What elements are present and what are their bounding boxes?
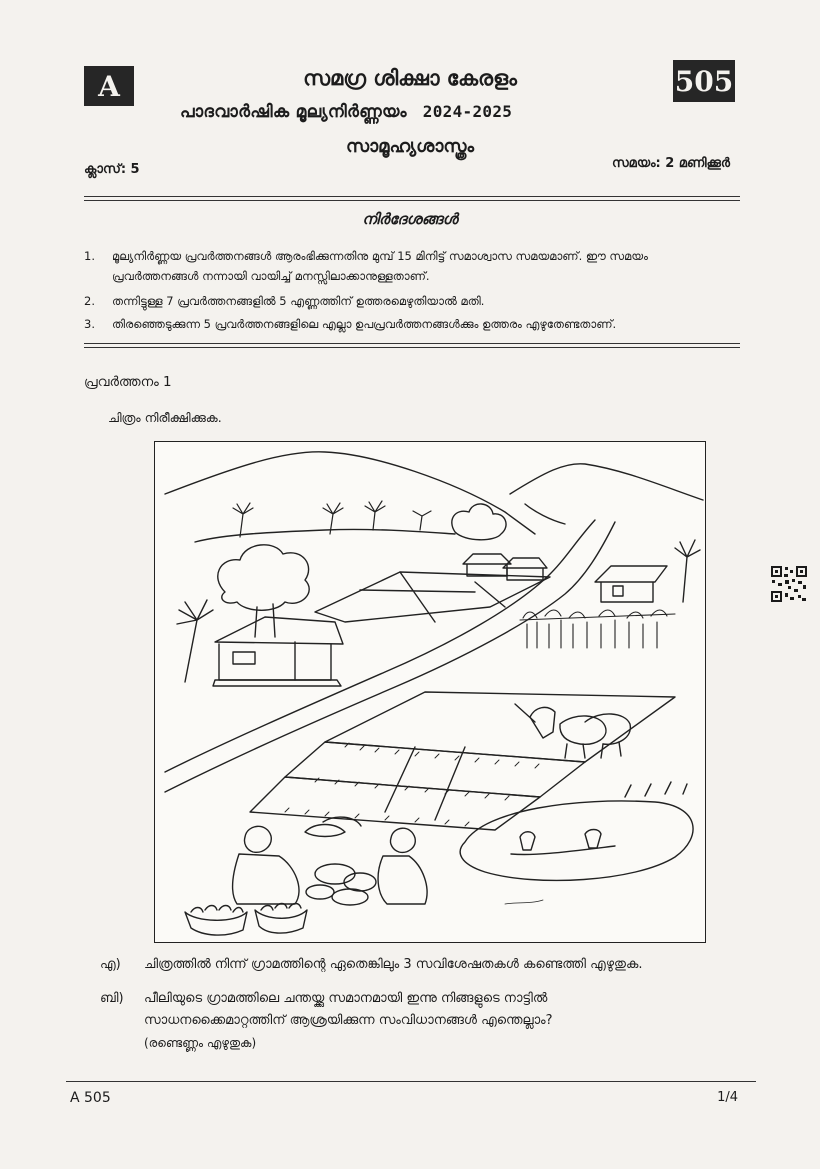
question-b xyxy=(100,988,553,1054)
paper-code-badge: 505 xyxy=(673,60,735,102)
header-divider-2 xyxy=(84,200,740,201)
basket-left xyxy=(185,912,247,935)
organization-title: സമഗ്ര ശിക്ഷാ കേരളം xyxy=(303,66,517,90)
instructions-divider xyxy=(84,343,740,344)
instruction-text: തിരഞ്ഞെടുക്കുന്ന 5 പ്രവർത്തനങ്ങളിലെ എല്ലാ ഉപപ്രവർത്തനങ്ങൾക്കും ഉത്തരം എഴുതേണ്ടതാണ്. xyxy=(112,317,617,331)
activity-title: പ്രവർത്തനം 1 xyxy=(84,374,172,390)
house-roof xyxy=(215,617,343,644)
trader-left-head xyxy=(244,826,271,852)
question-label: എ) xyxy=(100,957,121,972)
instructions-heading: നിർദേശങ്ങൾ xyxy=(362,210,458,228)
instructions-divider-2 xyxy=(84,347,740,348)
page-number: 1/4 xyxy=(717,1090,738,1105)
header-divider xyxy=(84,196,740,197)
exam-title xyxy=(180,102,512,122)
farmer-figure xyxy=(530,707,555,738)
upper-field xyxy=(325,692,675,762)
question-text: പീലിയുടെ ഗ്രാമത്തിലെ ചന്തയ്ക്കു സമാനമായി ഇന്നു നിങ്ങളുടെ നാട്ടിൽ xyxy=(144,991,548,1006)
question-note: (രണ്ടെണ്ണം എഴുതുക) xyxy=(144,1036,257,1050)
pond xyxy=(460,801,693,880)
question-text: ചിത്രത്തിൽ നിന്ന് ഗ്രാമത്തിന്റെ ഏതെങ്കിലും 3 സവിശേഷതകൾ കണ്ടെത്തി എഴുതുക. xyxy=(144,957,643,972)
footer-divider xyxy=(66,1081,756,1082)
exam-name: പാദവാർഷിക മൂല്യനിർണ്ണയം xyxy=(180,102,407,122)
time-label: സമയം: 2 മണിക്കൂർ xyxy=(611,156,730,171)
activity-prompt: ചിത്രം നിരീക്ഷിക്കുക. xyxy=(108,410,222,425)
instruction-item xyxy=(84,291,734,311)
instruction-number: 2. xyxy=(84,294,95,308)
instruction-number: 1. xyxy=(84,249,95,263)
class-label: ക്ലാസ്: 5 xyxy=(84,162,140,177)
instruction-text: മൂല്യനിർണ്ണയ പ്രവർത്തനങ്ങൾ ആരംഭിക്കുന്നതിനു മുമ്പ് 15 മിനിട്ട് സമാശ്വാസ സമയമാണ്. ഈ സമയം പ്രവർത്തനങ്ങൾ നന്നായി വായിച്ച് മനസ്സിലാക്കാനുള്ളതാണ്. xyxy=(112,249,648,283)
instruction-item xyxy=(84,246,734,286)
footer-code: A 505 xyxy=(70,1090,111,1106)
hill-outline xyxy=(165,452,535,534)
question-text: സാധനക്കൈമാറ്റത്തിന് ആശ്രയിക്കുന്ന സംവിധാനങ്ങൾ എന്തെല്ലാം? xyxy=(144,1013,553,1028)
basket-right xyxy=(255,910,307,933)
version-badge: A xyxy=(84,66,134,106)
instruction-number: 3. xyxy=(84,317,95,331)
village-illustration xyxy=(154,441,706,943)
academic-year: 2024-2025 xyxy=(422,102,513,121)
subject-title: സാമൂഹ്യശാസ്ത്രം xyxy=(345,136,475,157)
trader-right-head xyxy=(390,828,415,852)
question-label: ബി) xyxy=(100,991,124,1006)
instruction-item xyxy=(84,314,734,334)
question-a xyxy=(100,954,643,976)
qr-code xyxy=(770,565,808,603)
instruction-text: തന്നിട്ടുള്ള 7 പ്രവർത്തനങ്ങളിൽ 5 എണ്ണത്തിന് ഉത്തരമെഴുതിയാൽ മതി. xyxy=(112,294,485,308)
hill-outline-right xyxy=(510,464,703,500)
